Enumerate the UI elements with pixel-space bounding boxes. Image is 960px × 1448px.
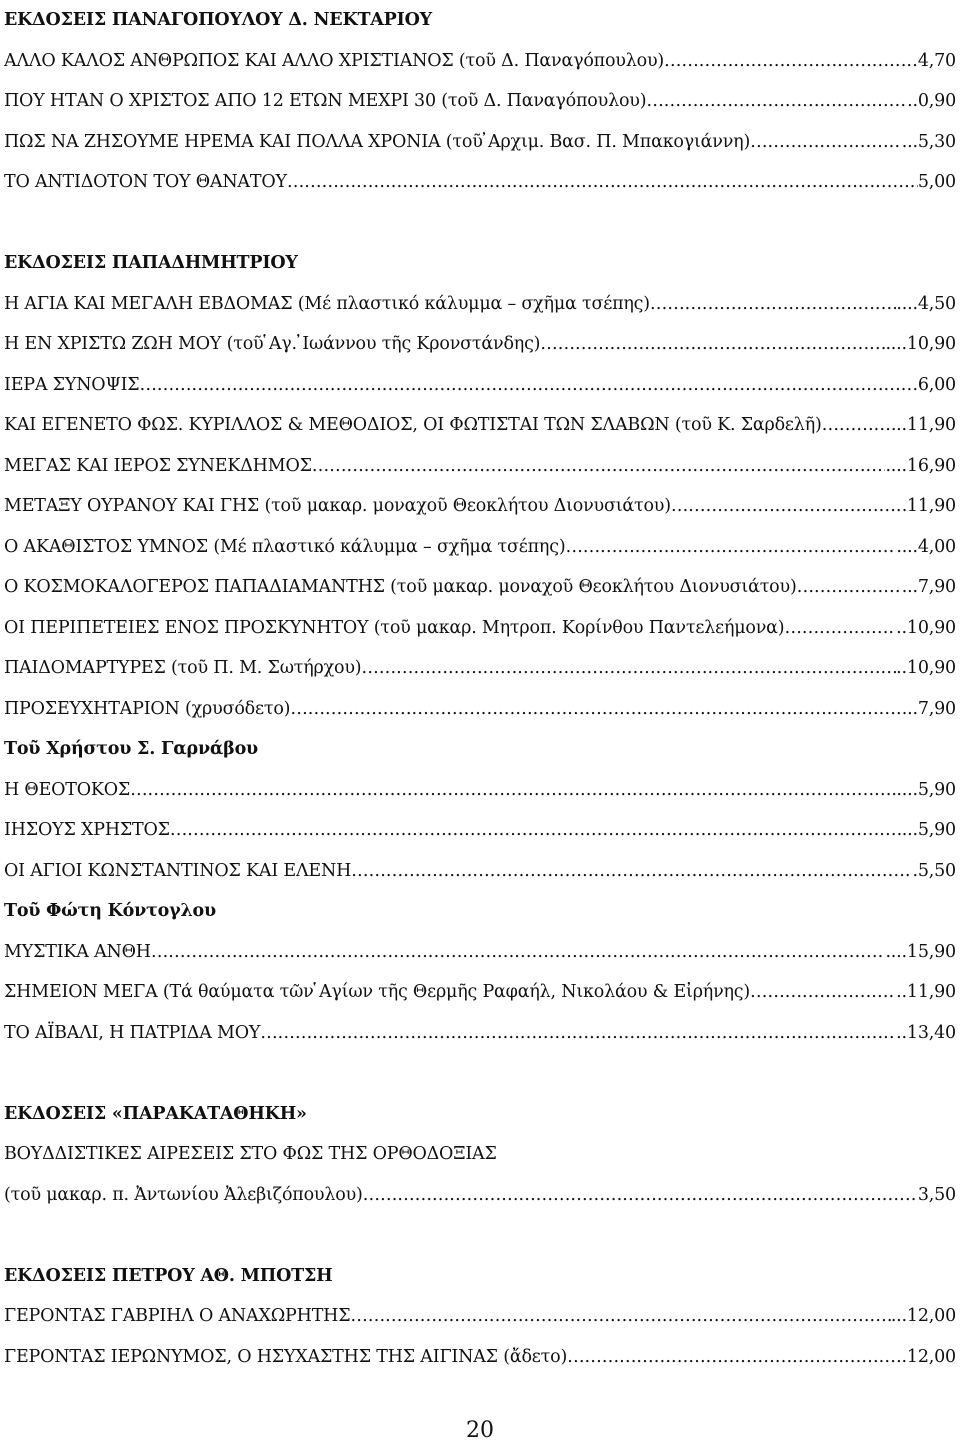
book-price: .6,00 xyxy=(912,374,956,395)
book-title: ΠΩΣ ΝΑ ΖΗΣΟΥΜΕ ΗΡΕΜΑ ΚΑΙ ΠΟΛΛΑ ΧΡΟΝΙΑ (τοῦ ̓Αρχιμ. Βασ. Π. Μπακογιάννη) xyxy=(4,131,751,152)
list-item xyxy=(4,648,956,689)
list-item xyxy=(4,932,956,973)
book-price: ....4,50 xyxy=(896,293,956,314)
list-item xyxy=(4,851,956,892)
book-price: ....16,90 xyxy=(885,455,956,476)
list-item xyxy=(4,1013,956,1054)
book-title: ΣΗΜΕΙΟΝ ΜΕΓΑ (Τά θαύματα τῶν ̔Αγίων τῆς Θερμῆς Ραφαήλ, Νικολάου & Εἰρήνης) xyxy=(4,982,751,1002)
book-price: ..13,40 xyxy=(896,1022,956,1043)
spacer xyxy=(4,1215,956,1256)
list-item xyxy=(4,527,956,568)
section-heading: ΕΚΔΟΣΕΙΣ ΠΕΤΡΟΥ ΑΘ. ΜΠΟΤΣΗ xyxy=(4,1265,333,1286)
book-price: ....5,90 xyxy=(896,779,956,800)
book-price: .5,50 xyxy=(912,860,956,881)
list-item xyxy=(4,1175,956,1216)
section-heading: ΕΚΔΟΣΕΙΣ «ΠΑΡΑΚΑΤΑΘΗΚΗ» xyxy=(4,1103,307,1124)
book-title: ΠΑΙΔΟΜΑΡΤΥΡΕΣ (τοῦ Π. Μ. Σωτήρχου) xyxy=(4,658,362,678)
spacer xyxy=(4,203,956,244)
book-title: Ο ΚΟΣΜΟΚΑΛΟΓΕΡΟΣ ΠΑΠΑΔΙΑΜΑΝΤΗΣ (τοῦ μακαρ. μοναχοῦ Θεοκλήτου Διονυσιάτου) xyxy=(4,577,797,597)
book-title: Η ΘΕΟΤΟΚΟΣ xyxy=(4,779,131,800)
book-title: ΟΙ ΑΓΙΟΙ ΚΩΝΣΤΑΝΤΙΝΟΣ ΚΑΙ ΕΛΕΝΗ xyxy=(4,860,352,881)
book-title: ΤΟ ΑΝΤΙΔΟΤΟΝ ΤΟΥ ΘΑΝΑΤΟΥ xyxy=(4,172,287,192)
book-title: ΑΛΛΟ ΚΑΛΟΣ ΑΝΘΡΩΠΟΣ ΚΑΙ ΑΛΛΟ ΧΡΙΣΤΙΑΝΟΣ (τοῦ Δ. Παναγόπουλου) xyxy=(4,50,665,71)
book-price: ...5,30 xyxy=(901,131,956,152)
list-item xyxy=(4,122,956,163)
list-item xyxy=(4,972,956,1013)
book-title: ΠΟΥ ΗΤΑΝ Ο ΧΡΙΣΤΟΣ ΑΠΟ 12 ΕΤΩΝ ΜΕΧΡΙ 30 (τοῦ Δ. Παναγόπουλου) xyxy=(4,91,647,111)
section-heading: Τοῦ Φώτη Κόντογλου xyxy=(4,901,216,921)
book-price: 4,70 xyxy=(917,50,956,71)
book-price: ...12,00 xyxy=(890,1306,956,1326)
page-number: 20 xyxy=(466,1418,494,1443)
list-item xyxy=(4,446,956,487)
list-item xyxy=(4,81,956,122)
book-title: Η ΑΓΙΑ ΚΑΙ ΜΕΓΑΛΗ ΕΒΔΟΜΑΣ (Μέ πλαστικό κάλυμμα – σχῆμα τσέπης) xyxy=(4,293,650,314)
book-price: 5,00 xyxy=(917,172,956,192)
list-item xyxy=(4,1296,956,1337)
catalog-page xyxy=(4,0,956,1377)
book-price: ....10,90 xyxy=(885,334,956,354)
section-heading: ΕΚΔΟΣΕΙΣ ΠΑΠΑΔΗΜΗΤΡΙΟΥ xyxy=(4,253,298,273)
list-item xyxy=(4,41,956,82)
book-price: ..12,00 xyxy=(896,1346,956,1367)
list-item xyxy=(4,284,956,325)
book-price: ..11,90 xyxy=(896,415,956,435)
list-item xyxy=(4,405,956,446)
book-title: ΙΗΣΟΥΣ ΧΡΗΣΤΟΣ xyxy=(4,820,170,840)
list-item xyxy=(4,486,956,527)
book-title: ΓΕΡΟΝΤΑΣ ΙΕΡΩΝΥΜΟΣ, Ο ΗΣΥΧΑΣΤΗΣ ΤΗΣ ΑΙΓΙΝΑΣ (ἄδετο) xyxy=(4,1346,568,1367)
spacer xyxy=(4,1053,956,1094)
book-price: ..10,90 xyxy=(896,617,956,638)
book-price: 11,90 xyxy=(906,496,956,516)
list-item xyxy=(4,324,956,365)
book-title: Ο ΑΚΑΘΙΣΤΟΣ ΥΜΝΟΣ (Μέ πλαστικό κάλυμμα – σχῆμα τσέπης) xyxy=(4,536,566,557)
list-item xyxy=(4,567,956,608)
book-title: ΠΡΟΣΕΥΧΗΤΑΡΙΟΝ (χρυσόδετο) xyxy=(4,698,291,719)
book-title: ΓΕΡΟΝΤΑΣ ΓΑΒΡΙΗΛ Ο ΑΝΑΧΩΡΗΤΗΣ xyxy=(4,1306,351,1326)
book-title: ΟΙ ΠΕΡΙΠΕΤΕΙΕΣ ΕΝΟΣ ΠΡΟΣΚΥΝΗΤΟΥ (τοῦ μακαρ. Μητροπ. Κορίνθου Παντελεήμονα) xyxy=(4,617,785,638)
book-price: ....15,90 xyxy=(885,941,956,962)
book-price: ..11,90 xyxy=(896,982,956,1002)
book-title: ΜΥΣΤΙΚΑ ΑΝΘΗ xyxy=(4,941,151,962)
book-title: ΤΟ ΑΪΒΑΛΙ, Η ΠΑΤΡΙΔΑ ΜΟΥ xyxy=(4,1022,261,1043)
book-title: ΙΕΡΑ ΣΥΝΟΨΙΣ xyxy=(4,374,140,395)
book-price: 3,50 xyxy=(917,1184,956,1205)
book-title: (τοῦ μακαρ. π. Ἀντωνίου Ἀλεβιζόπουλου) xyxy=(4,1184,363,1205)
book-price: ....4,00 xyxy=(896,536,956,557)
list-item xyxy=(4,689,956,730)
list-item xyxy=(4,810,956,851)
book-price: ..0,90 xyxy=(907,91,956,111)
book-price: ...5,90 xyxy=(901,820,956,840)
book-title: ΜΕΓΑΣ ΚΑΙ ΙΕΡΟΣ ΣΥΝΕΚΔΗΜΟΣ xyxy=(4,455,312,476)
list-item xyxy=(4,162,956,203)
section-heading: ΕΚΔΟΣΕΙΣ ΠΑΝΑΓΟΠΟΥΛΟΥ Δ. ΝΕΚΤΑΡΙΟΥ xyxy=(4,10,432,30)
book-title: ΜΕΤΑΞΥ ΟΥΡΑΝΟΥ ΚΑΙ ΓΗΣ (τοῦ μακαρ. μοναχοῦ Θεοκλήτου Διονυσιάτου) xyxy=(4,496,671,516)
section-heading: Τοῦ Χρήστου Σ. Γαρνάβου xyxy=(4,739,258,759)
list-item xyxy=(4,770,956,811)
list-item xyxy=(4,608,956,649)
list-item xyxy=(4,1337,956,1378)
book-price: ..10,90 xyxy=(896,658,956,678)
book-title: ΚΑΙ ΕΓΕΝΕΤΟ ΦΩΣ. ΚΥΡΙΛΛΟΣ & ΜΕΘΟΔΙΟΣ, ΟΙ ΦΩΤΙΣΤΑΙ ΤΩΝ ΣΛΑΒΩΝ (τοῦ Κ. Σαρδελῆ) xyxy=(4,415,822,435)
book-price: ...7,90 xyxy=(901,698,956,719)
book-title: Η ΕΝ ΧΡΙΣΤΩ ΖΩΗ ΜΟΥ (τοῦ ̔Αγ. ̓Ιωάννου τῆς Κρονστάνδης) xyxy=(4,334,541,354)
book-subtitle: ΒΟΥΔΔΙΣΤΙΚΕΣ ΑΙΡΕΣΕΙΣ ΣΤΟ ΦΩΣ ΤΗΣ ΟΡΘΟΔΟΞΙΑΣ xyxy=(4,1144,497,1164)
list-item xyxy=(4,365,956,406)
book-price: ...7,90 xyxy=(901,577,956,597)
